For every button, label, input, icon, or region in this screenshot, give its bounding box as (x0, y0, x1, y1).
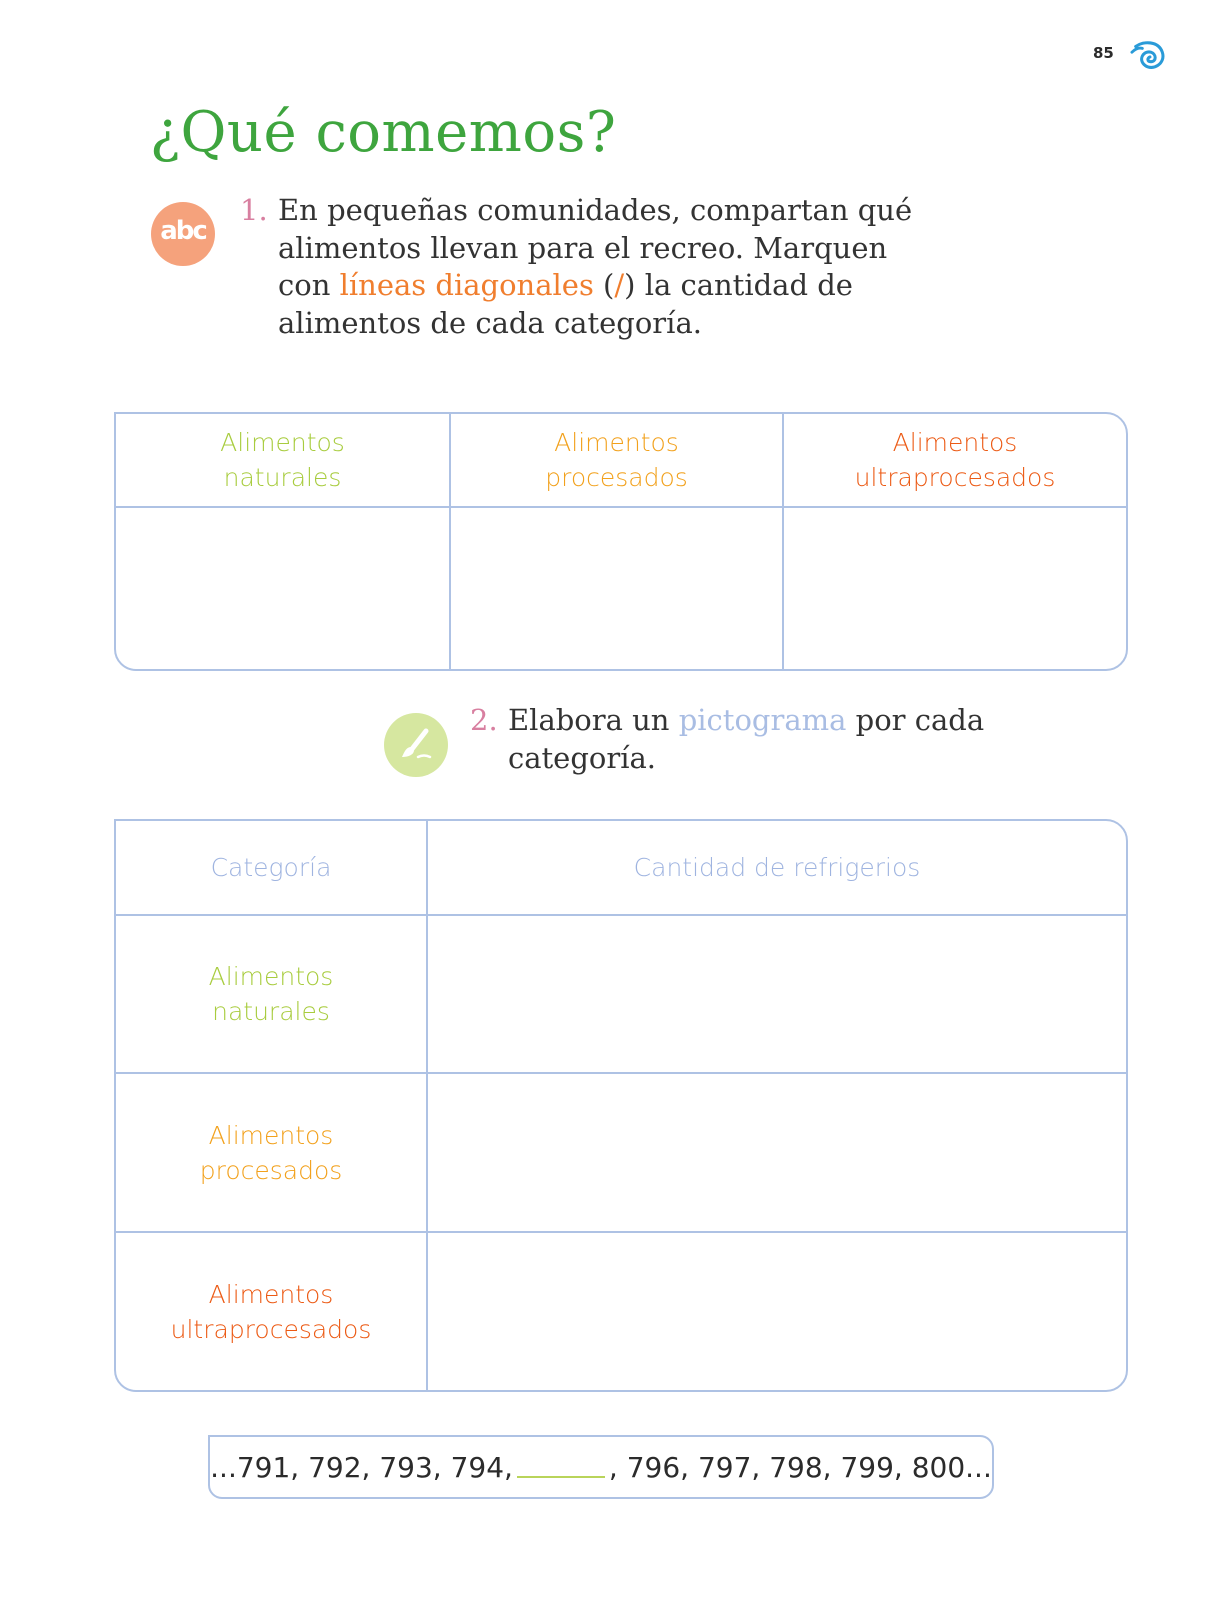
tally-table (114, 412, 1128, 671)
instruction-1-line3-post: ) la cantidad de (624, 268, 853, 302)
tally-header-ultraprocessed (784, 414, 1126, 506)
instruction-1-line4: alimentos de cada categoría. (278, 305, 702, 340)
row-label-line: naturales (212, 997, 330, 1026)
tally-header-processed (451, 414, 782, 506)
pictogram-row-natural-label (116, 916, 426, 1072)
abc-icon (151, 202, 215, 266)
pictogram-row-natural-cell[interactable] (428, 916, 1126, 1072)
paintbrush-icon (384, 713, 448, 777)
page-number: 85 (1093, 44, 1114, 62)
highlight-pictogram: pictograma (678, 703, 847, 737)
tally-cell-processed[interactable] (451, 508, 782, 669)
instruction-2-pre: Elabora un (508, 703, 679, 737)
sequence-after: , 796, 797, 798, 799, 800... (608, 1450, 992, 1484)
instruction-1-line3-pre: con (278, 268, 340, 302)
pictogram-row-ultraprocessed-label (116, 1233, 426, 1390)
instruction-1-paren-open: ( (593, 268, 615, 302)
sequence-blank[interactable] (517, 1476, 605, 1478)
pictogram-header-quantity: Cantidad de refrigerios (633, 853, 921, 882)
pictogram-table (114, 819, 1128, 1392)
page-title: ¿Qué comemos? (150, 100, 617, 165)
instruction-2 (470, 702, 1070, 777)
row-label-line: ultraprocesados (170, 1314, 372, 1344)
row-label-line: Alimentos (208, 1279, 334, 1309)
number-sequence-box (208, 1435, 994, 1499)
tally-cell-natural[interactable] (116, 508, 449, 669)
instruction-number: 1. (240, 193, 268, 227)
sequence-before: ...791, 792, 793, 794, (210, 1450, 513, 1484)
pictogram-header-category: Categoría (210, 853, 332, 882)
abc-badge-label: abc (160, 216, 206, 246)
header-line: Alimentos (892, 428, 1018, 457)
paintbrush-glyph (396, 725, 436, 765)
slash-symbol: / (614, 268, 625, 302)
tally-cell-ultraprocessed[interactable] (784, 508, 1126, 669)
header-line: procesados (545, 463, 688, 492)
row-label-line: Alimentos (208, 1120, 334, 1150)
instruction-number: 2. (470, 703, 498, 737)
highlight-diagonal-lines: líneas diagonales (339, 268, 594, 302)
row-label-line: procesados (199, 1155, 343, 1185)
tally-header-natural (116, 414, 449, 506)
instruction-1 (240, 192, 980, 342)
instruction-1-line1: En pequeñas comunidades, compartan qué (278, 193, 913, 227)
header-line: Alimentos (554, 428, 679, 457)
instruction-1-line2: alimentos llevan para el recreo. Marquen (278, 230, 888, 265)
pictogram-row-processed-cell[interactable] (428, 1074, 1126, 1231)
row-label-line: Alimentos (208, 962, 334, 991)
instruction-2-line2: categoría. (508, 740, 657, 775)
instruction-2-post: por cada (846, 703, 985, 737)
header-line: ultraprocesados (854, 463, 1056, 492)
header-line: Alimentos (220, 428, 345, 457)
pictogram-row-ultraprocessed-cell[interactable] (428, 1233, 1126, 1390)
spiral-logo-icon (1130, 37, 1168, 75)
header-line: naturales (223, 463, 342, 492)
pictogram-row-processed-label (116, 1074, 426, 1231)
